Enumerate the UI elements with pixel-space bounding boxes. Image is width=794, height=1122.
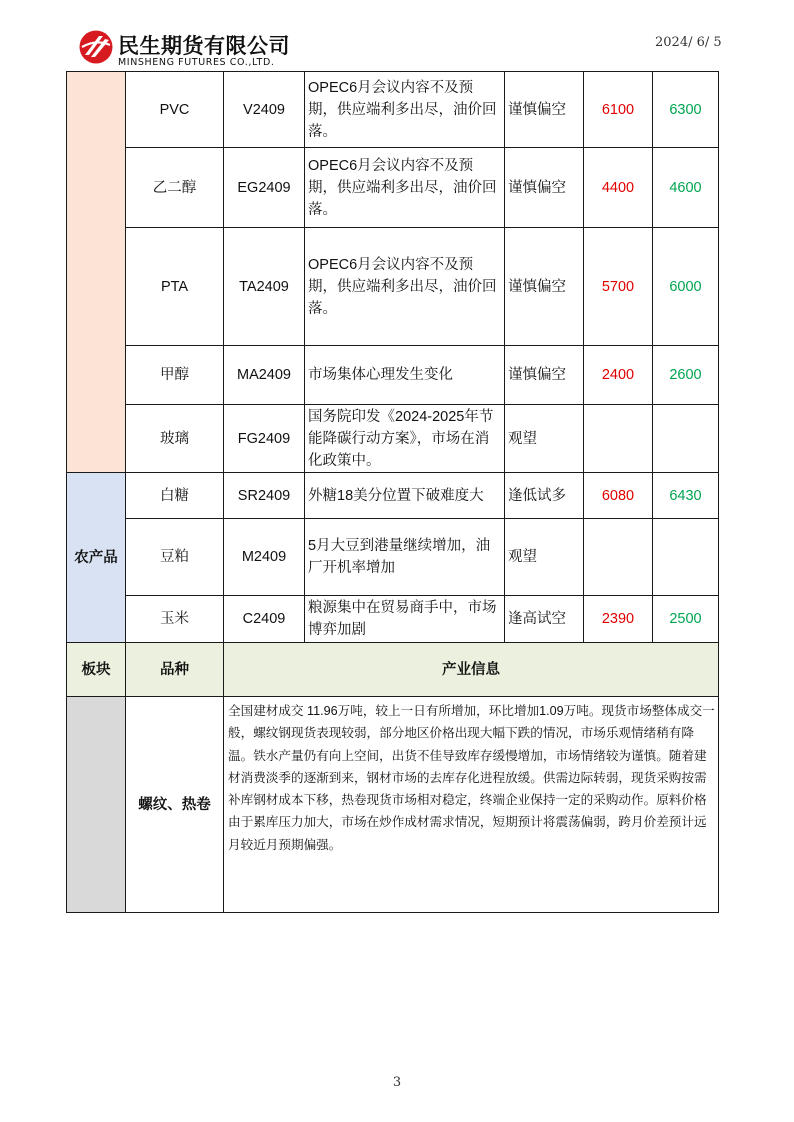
stop-price-cell: 6000: [653, 228, 719, 346]
logic-cell: OPEC6月会议内容不及预期，供应端利多出尽，油价回落。: [305, 148, 505, 228]
table-row: [67, 473, 719, 519]
strategy-cell: 谨慎偏空: [505, 228, 584, 346]
company-name-cn: 民生期货有限公司: [118, 34, 290, 58]
logic-cell: OPEC6月会议内容不及预期，供应端利多出尽，油价回落。: [305, 72, 505, 148]
table-row: [67, 72, 719, 148]
stop-price-cell: 4600: [653, 148, 719, 228]
sector-cell-steel: [67, 697, 126, 913]
info-header-row: [67, 643, 719, 697]
stop-price-cell: 2600: [653, 346, 719, 405]
info-variety-cell: 螺纹、热卷: [126, 697, 224, 913]
stop-price-cell: 6430: [653, 473, 719, 519]
page-header: [0, 0, 794, 72]
stop-price-cell: [653, 519, 719, 596]
strategy-cell: 观望: [505, 519, 584, 596]
entry-price-cell: 2390: [584, 596, 653, 643]
sector-cell-chemicals: [67, 72, 126, 473]
entry-price-cell: [584, 519, 653, 596]
entry-price-cell: 6100: [584, 72, 653, 148]
logic-cell: OPEC6月会议内容不及预期，供应端利多出尽，油价回落。: [305, 228, 505, 346]
logic-cell: 外糖18美分位置下破难度大: [305, 473, 505, 519]
contract-cell: TA2409: [224, 228, 305, 346]
entry-price-cell: 4400: [584, 148, 653, 228]
page-number: 3: [392, 1075, 402, 1090]
strategy-table: [66, 71, 719, 913]
logic-cell: 市场集体心理发生变化: [305, 346, 505, 405]
entry-price-cell: [584, 405, 653, 473]
variety-cell: 甲醇: [126, 346, 224, 405]
contract-cell: V2409: [224, 72, 305, 148]
industry-info-text: 全国建材成交 11.96万吨，较上一日有所增加，环比增加1.09万吨。现货市场整体成交一般，螺纹钢现货表现较弱，部分地区价格出现大幅下跌的情况，市场乐观情绪稍有降温。铁水产量仍有向上空间，出货不佳导致库存缓慢增加，市场情绪较为谨慎。随着建材消费淡季的逐渐到来，钢材市场的去库存化进程放缓。供需边际转弱，现货采购按需补库钢材成本下移，热卷现货市场相对稳定，终端企业保持一定的采购动作。原料价格由于累库压力加大，市场在炒作成材需求情况，短期预计将震荡偏弱，跨月价差预计远月较近月预期偏强。: [224, 697, 719, 913]
table-row: [67, 519, 719, 596]
strategy-cell: 逢高试空: [505, 596, 584, 643]
header-industry-info: 产业信息: [224, 643, 719, 697]
sector-cell-agri: 农产品: [67, 473, 126, 643]
table-row: [67, 405, 719, 473]
contract-cell: MA2409: [224, 346, 305, 405]
variety-cell: 豆粕: [126, 519, 224, 596]
info-row: [67, 697, 719, 913]
header-sector: 板块: [67, 643, 126, 697]
company-name-en: MINSHENG FUTURES CO.,LTD.: [118, 57, 275, 68]
variety-cell: 白糖: [126, 473, 224, 519]
logic-cell: 粮源集中在贸易商手中，市场博弈加剧: [305, 596, 505, 643]
company-logo-icon: [78, 28, 114, 66]
contract-cell: M2409: [224, 519, 305, 596]
contract-cell: EG2409: [224, 148, 305, 228]
strategy-cell: 谨慎偏空: [505, 346, 584, 405]
table-row: [67, 596, 719, 643]
table-row: [67, 346, 719, 405]
variety-cell: PTA: [126, 228, 224, 346]
strategy-cell: 逢低试多: [505, 473, 584, 519]
variety-cell: PVC: [126, 72, 224, 148]
table-row: [67, 148, 719, 228]
stop-price-cell: 2500: [653, 596, 719, 643]
header-variety: 品种: [126, 643, 224, 697]
report-date: 2024/ 6/ 5: [655, 35, 722, 50]
entry-price-cell: 5700: [584, 228, 653, 346]
contract-cell: C2409: [224, 596, 305, 643]
stop-price-cell: 6300: [653, 72, 719, 148]
logic-cell: 国务院印发《2024-2025年节能降碳行动方案》，市场在消化政策中。: [305, 405, 505, 473]
contract-cell: SR2409: [224, 473, 305, 519]
strategy-cell: 谨慎偏空: [505, 72, 584, 148]
stop-price-cell: [653, 405, 719, 473]
contract-cell: FG2409: [224, 405, 305, 473]
variety-cell: 玻璃: [126, 405, 224, 473]
strategy-cell: 观望: [505, 405, 584, 473]
strategy-cell: 谨慎偏空: [505, 148, 584, 228]
entry-price-cell: 2400: [584, 346, 653, 405]
entry-price-cell: 6080: [584, 473, 653, 519]
table-row: [67, 228, 719, 346]
variety-cell: 乙二醇: [126, 148, 224, 228]
variety-cell: 玉米: [126, 596, 224, 643]
logic-cell: 5月大豆到港量继续增加，油厂开机率增加: [305, 519, 505, 596]
